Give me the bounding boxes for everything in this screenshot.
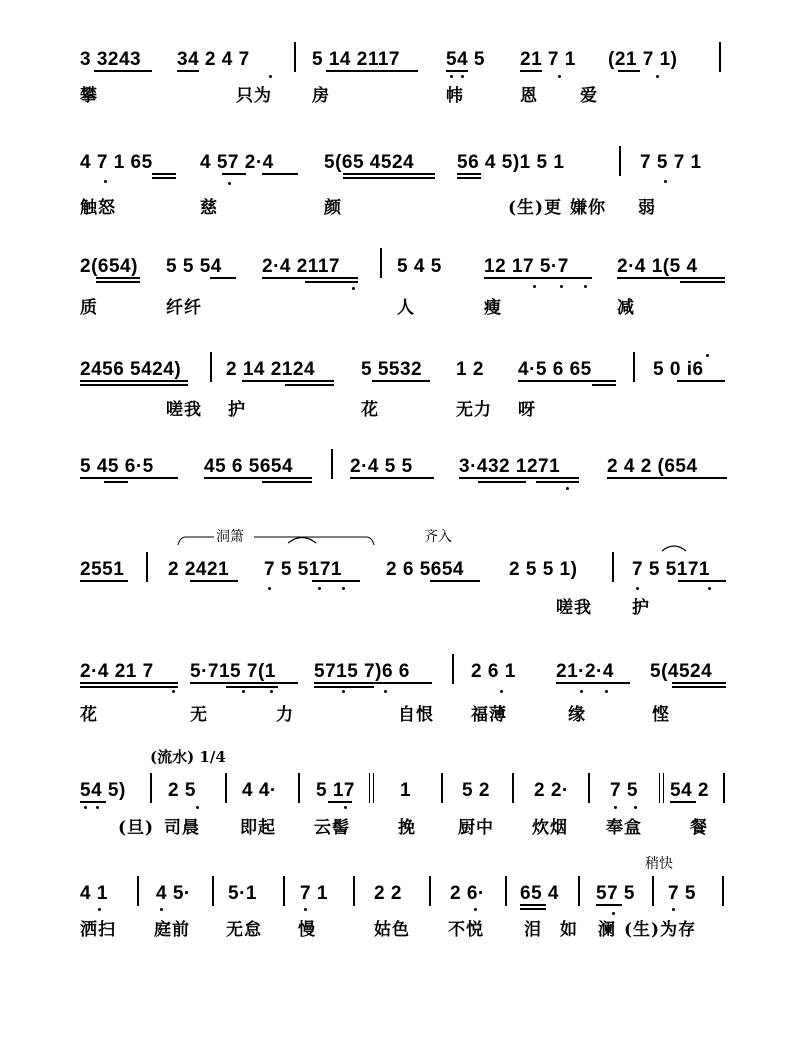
beam-line bbox=[459, 477, 579, 479]
lyric: 不悦 bbox=[448, 920, 484, 940]
beam-line bbox=[204, 477, 312, 479]
lyric: 颜 bbox=[324, 198, 342, 218]
barline bbox=[212, 876, 214, 906]
beam-line bbox=[96, 277, 140, 279]
lyric: 如 bbox=[560, 920, 578, 940]
note-group: 2 14 2124 bbox=[226, 359, 316, 380]
beam-line bbox=[80, 477, 178, 479]
octave-dot bbox=[558, 75, 561, 78]
octave-dot bbox=[605, 690, 608, 693]
barline bbox=[294, 42, 296, 72]
beam-line bbox=[457, 173, 481, 175]
octave-dot bbox=[98, 908, 101, 911]
note-group: 2·4 21 7 bbox=[80, 661, 154, 682]
octave-dot bbox=[450, 75, 453, 78]
beam-line bbox=[177, 70, 199, 72]
note-group: 2 6 5654 bbox=[386, 559, 464, 580]
tempo-marking: 稍快 bbox=[645, 856, 673, 872]
lyric: 恩 bbox=[520, 86, 538, 106]
lyric: 嗟我 bbox=[166, 400, 202, 420]
lyric: 减 bbox=[617, 298, 635, 318]
note-group: 5(4524 bbox=[650, 661, 713, 682]
note-group: 2·4 1(5 4 bbox=[617, 256, 698, 277]
beam-line bbox=[478, 481, 526, 483]
note-group: 7 5 5171 bbox=[632, 559, 710, 580]
note-group: 7 5 5171 bbox=[264, 559, 342, 580]
beam-line bbox=[350, 477, 434, 479]
beam-line bbox=[520, 70, 542, 72]
lyric: 嗟我 bbox=[556, 598, 592, 618]
barline bbox=[512, 773, 514, 803]
barline bbox=[150, 773, 152, 803]
beam-line bbox=[80, 380, 188, 382]
note-group: 5 4 5 bbox=[397, 256, 442, 277]
lyric: 瘦 bbox=[484, 298, 502, 318]
note-group: 57 5 bbox=[596, 883, 635, 904]
note-group: 1 2 bbox=[456, 359, 484, 380]
note-group: 5 0 i6 bbox=[653, 359, 704, 380]
note-group: 2·4 5 5 bbox=[350, 456, 413, 477]
octave-dot bbox=[352, 287, 355, 290]
octave-dot bbox=[342, 690, 345, 693]
beam-line bbox=[242, 380, 334, 382]
note-group: 5·1 bbox=[228, 883, 257, 904]
beam-line bbox=[556, 682, 630, 684]
barline bbox=[283, 876, 285, 906]
note-group: 4 7 1 65 bbox=[80, 152, 153, 173]
note-group: 2 4 2 (654 bbox=[607, 456, 698, 477]
note-group: 5 2 bbox=[462, 780, 490, 801]
note-group: 7 5 bbox=[610, 780, 638, 801]
note-group: 2 2 bbox=[374, 883, 402, 904]
tempo-marking: (流水) 1/4 bbox=[150, 748, 226, 766]
barline bbox=[719, 42, 721, 72]
octave-dot bbox=[636, 587, 639, 590]
beam-line bbox=[670, 801, 696, 803]
beam-line bbox=[446, 70, 468, 72]
beam-line bbox=[326, 70, 418, 72]
note-group: 2 5 5 1) bbox=[509, 559, 578, 580]
octave-dot bbox=[461, 75, 464, 78]
barline bbox=[652, 876, 654, 906]
note-group: 45 6 5654 bbox=[204, 456, 294, 477]
beam-line bbox=[314, 682, 432, 684]
beam-line bbox=[592, 384, 616, 386]
double-barline bbox=[659, 773, 664, 803]
note-group: 12 17 5·7 bbox=[484, 256, 569, 277]
lyric: 姑色 bbox=[374, 920, 410, 940]
octave-dot bbox=[612, 912, 615, 915]
barline bbox=[612, 552, 614, 582]
note-group: 54 2 bbox=[670, 780, 709, 801]
note-group: 7 5 7 1 bbox=[640, 152, 702, 173]
octave-dot bbox=[196, 806, 199, 809]
beam-line bbox=[430, 580, 480, 582]
barline bbox=[331, 449, 333, 479]
note-group: 4 1 bbox=[80, 883, 108, 904]
lyric: 洒扫 bbox=[80, 920, 116, 940]
beam-line bbox=[285, 384, 334, 386]
lyric: 纤纤 bbox=[166, 298, 202, 318]
lyric: 无怠 bbox=[226, 920, 262, 940]
octave-dot bbox=[270, 690, 273, 693]
barline bbox=[137, 876, 139, 906]
lyric: 无力 bbox=[456, 400, 492, 420]
lyric: 弱 bbox=[638, 198, 656, 218]
octave-dot bbox=[560, 285, 563, 288]
note-group: 2 2· bbox=[534, 780, 569, 801]
lyric: 力 bbox=[276, 705, 294, 725]
lyric: 触怒 bbox=[80, 198, 116, 218]
lyric: 缘 bbox=[568, 705, 586, 725]
lyric: 福薄 bbox=[471, 705, 507, 725]
beam-line bbox=[457, 177, 481, 179]
octave-dot bbox=[708, 587, 711, 590]
barline bbox=[353, 876, 355, 906]
beam-line bbox=[312, 580, 360, 582]
beam-line bbox=[226, 686, 278, 688]
note-group: 5 17 bbox=[316, 780, 355, 801]
beam-line bbox=[680, 281, 725, 283]
barline bbox=[633, 352, 635, 382]
note-group: 5715 7)6 6 bbox=[314, 661, 410, 682]
note-group: 2 6 1 bbox=[471, 661, 516, 682]
octave-dot bbox=[614, 806, 617, 809]
beam-line bbox=[618, 70, 640, 72]
octave-dot bbox=[664, 180, 667, 183]
beam-line bbox=[305, 281, 358, 283]
double-barline bbox=[369, 773, 374, 803]
lyric: 澜 bbox=[598, 920, 616, 940]
beam-line bbox=[518, 380, 616, 382]
note-group: 5 45 6·5 bbox=[80, 456, 154, 477]
barline bbox=[619, 146, 621, 176]
barline bbox=[505, 876, 507, 906]
octave-dot bbox=[384, 690, 387, 693]
beam-line bbox=[80, 580, 128, 582]
octave-dot bbox=[242, 690, 245, 693]
lyric: 只为 bbox=[236, 86, 272, 106]
beam-line bbox=[222, 173, 246, 175]
note-group: 34 2 4 7 bbox=[177, 49, 250, 70]
lyric: 奉盒 bbox=[606, 818, 642, 838]
note-group: 2 5 bbox=[168, 780, 196, 801]
annotation-dongxiao: 洞箫 bbox=[216, 529, 244, 545]
note-group: 4 5· bbox=[156, 883, 191, 904]
octave-dot bbox=[634, 806, 637, 809]
barline bbox=[588, 773, 590, 803]
beam-line bbox=[672, 682, 726, 684]
octave-dot bbox=[474, 908, 477, 911]
beam-line bbox=[536, 481, 579, 483]
octave-dot bbox=[96, 806, 99, 809]
barline bbox=[452, 654, 454, 684]
note-group: 5 5532 bbox=[361, 359, 423, 380]
lyric: 攀 bbox=[80, 86, 98, 106]
barline bbox=[723, 773, 725, 803]
lyric: 挽 bbox=[398, 818, 416, 838]
note-group: 5 14 2117 bbox=[312, 49, 400, 70]
beam-line bbox=[96, 281, 140, 283]
octave-dot bbox=[566, 487, 569, 490]
lyric: 慈 bbox=[200, 198, 218, 218]
octave-dot bbox=[160, 908, 163, 911]
beam-line bbox=[190, 682, 298, 684]
note-group: 7 1 bbox=[300, 883, 328, 904]
beam-line bbox=[372, 380, 430, 382]
beam-line bbox=[343, 173, 435, 175]
beam-line bbox=[152, 173, 176, 175]
note-group: 1 bbox=[400, 780, 412, 801]
beam-line bbox=[672, 686, 726, 688]
lyric: 帏 bbox=[446, 86, 464, 106]
annotation-qiru: 齐入 bbox=[424, 529, 452, 545]
note-group: 2551 bbox=[80, 559, 125, 580]
beam-line bbox=[190, 580, 238, 582]
beam-line bbox=[520, 904, 546, 906]
octave-dot bbox=[672, 908, 675, 911]
barline bbox=[380, 248, 382, 278]
octave-dot bbox=[304, 908, 307, 911]
barline bbox=[722, 876, 724, 906]
beam-line bbox=[596, 904, 622, 906]
beam-line bbox=[484, 277, 592, 279]
lyric: 花 bbox=[80, 705, 98, 725]
barline bbox=[146, 552, 148, 582]
beam-line bbox=[677, 380, 725, 382]
beam-line bbox=[617, 277, 725, 279]
octave-dot bbox=[580, 690, 583, 693]
lyric: 护 bbox=[228, 400, 246, 420]
note-group: 2 2421 bbox=[168, 559, 230, 580]
note-group: 5(65 4524 bbox=[324, 152, 415, 173]
barline bbox=[210, 352, 212, 382]
note-group: 54 5 bbox=[446, 49, 485, 70]
lyric: (生)更 bbox=[508, 198, 563, 218]
beam-line bbox=[80, 801, 106, 803]
note-group: 21 7 1 bbox=[520, 49, 576, 70]
lyric: (旦) bbox=[118, 818, 155, 838]
note-group: 54 5) bbox=[80, 780, 126, 801]
beam-line bbox=[80, 686, 178, 688]
octave-dot bbox=[269, 75, 272, 78]
barline bbox=[298, 773, 300, 803]
beam-line bbox=[262, 173, 298, 175]
lyric: 厨中 bbox=[458, 818, 494, 838]
octave-dot bbox=[706, 354, 709, 357]
lyric: 餐 bbox=[690, 818, 708, 838]
beam-line bbox=[152, 177, 176, 179]
octave-dot bbox=[342, 587, 345, 590]
lyric: 呀 bbox=[518, 400, 536, 420]
lyric: 云髻 bbox=[314, 818, 350, 838]
beam-line bbox=[520, 908, 546, 910]
octave-dot bbox=[84, 806, 87, 809]
note-group: 3 3243 bbox=[80, 49, 142, 70]
beam-line bbox=[343, 177, 435, 179]
lyric: 嫌你 bbox=[570, 198, 606, 218]
note-group: 2·4 2117 bbox=[262, 256, 340, 277]
beam-line bbox=[314, 686, 374, 688]
note-group: 4 4· bbox=[242, 780, 277, 801]
note-group: 3·432 1271 bbox=[459, 456, 561, 477]
octave-dot bbox=[268, 587, 271, 590]
beam-line bbox=[607, 477, 727, 479]
lyric: 司晨 bbox=[164, 818, 200, 838]
note-group: 65 4 bbox=[520, 883, 559, 904]
beam-line bbox=[678, 580, 726, 582]
lyric: 花 bbox=[361, 400, 379, 420]
note-group: 2456 5424) bbox=[80, 359, 182, 380]
octave-dot bbox=[533, 285, 536, 288]
barline bbox=[441, 773, 443, 803]
note-group: 21·2·4 bbox=[556, 661, 614, 682]
dongxiao-bracket bbox=[176, 533, 376, 549]
lyric: 悭 bbox=[652, 705, 670, 725]
lyric: 炊烟 bbox=[532, 818, 568, 838]
note-group: 7 5 bbox=[668, 883, 696, 904]
octave-dot bbox=[228, 182, 231, 185]
beam-line bbox=[262, 277, 358, 279]
beam-line bbox=[80, 682, 178, 684]
octave-dot bbox=[172, 690, 175, 693]
note-group: 4 57 2·4 bbox=[200, 152, 274, 173]
lyric: 慢 bbox=[298, 920, 316, 940]
lyric: 质 bbox=[80, 298, 98, 318]
lyric: 泪 bbox=[524, 920, 542, 940]
lyric: 爱 bbox=[580, 86, 598, 106]
lyric: 护 bbox=[632, 598, 650, 618]
note-group: 2(654) bbox=[80, 256, 138, 277]
beam-line bbox=[94, 70, 152, 72]
octave-dot bbox=[656, 75, 659, 78]
beam-line bbox=[328, 801, 352, 803]
lyric: 无 bbox=[190, 705, 208, 725]
octave-dot bbox=[104, 180, 107, 183]
note-group: 56 4 5)1 5 1 bbox=[457, 152, 565, 173]
beam-line bbox=[80, 384, 188, 386]
note-group: 5·715 7(1 bbox=[190, 661, 276, 682]
lyric: 自恨 bbox=[398, 705, 434, 725]
lyric: (生)为存 bbox=[624, 920, 697, 940]
lyric: 即起 bbox=[240, 818, 276, 838]
barline bbox=[225, 773, 227, 803]
lyric: 人 bbox=[397, 298, 415, 318]
barline bbox=[578, 876, 580, 906]
octave-dot bbox=[318, 587, 321, 590]
beam-line bbox=[104, 481, 128, 483]
note-group: (21 7 1) bbox=[608, 49, 678, 70]
slur bbox=[660, 541, 688, 553]
beam-line bbox=[210, 277, 236, 279]
octave-dot bbox=[584, 285, 587, 288]
lyric: 庭前 bbox=[154, 920, 190, 940]
beam-line bbox=[262, 481, 312, 483]
note-group: 2 6· bbox=[450, 883, 485, 904]
barline bbox=[429, 876, 431, 906]
lyric: 房 bbox=[312, 86, 330, 106]
octave-dot bbox=[344, 806, 347, 809]
octave-dot bbox=[500, 690, 503, 693]
note-group: 5 5 54 bbox=[166, 256, 222, 277]
note-group: 4·5 6 65 bbox=[518, 359, 592, 380]
